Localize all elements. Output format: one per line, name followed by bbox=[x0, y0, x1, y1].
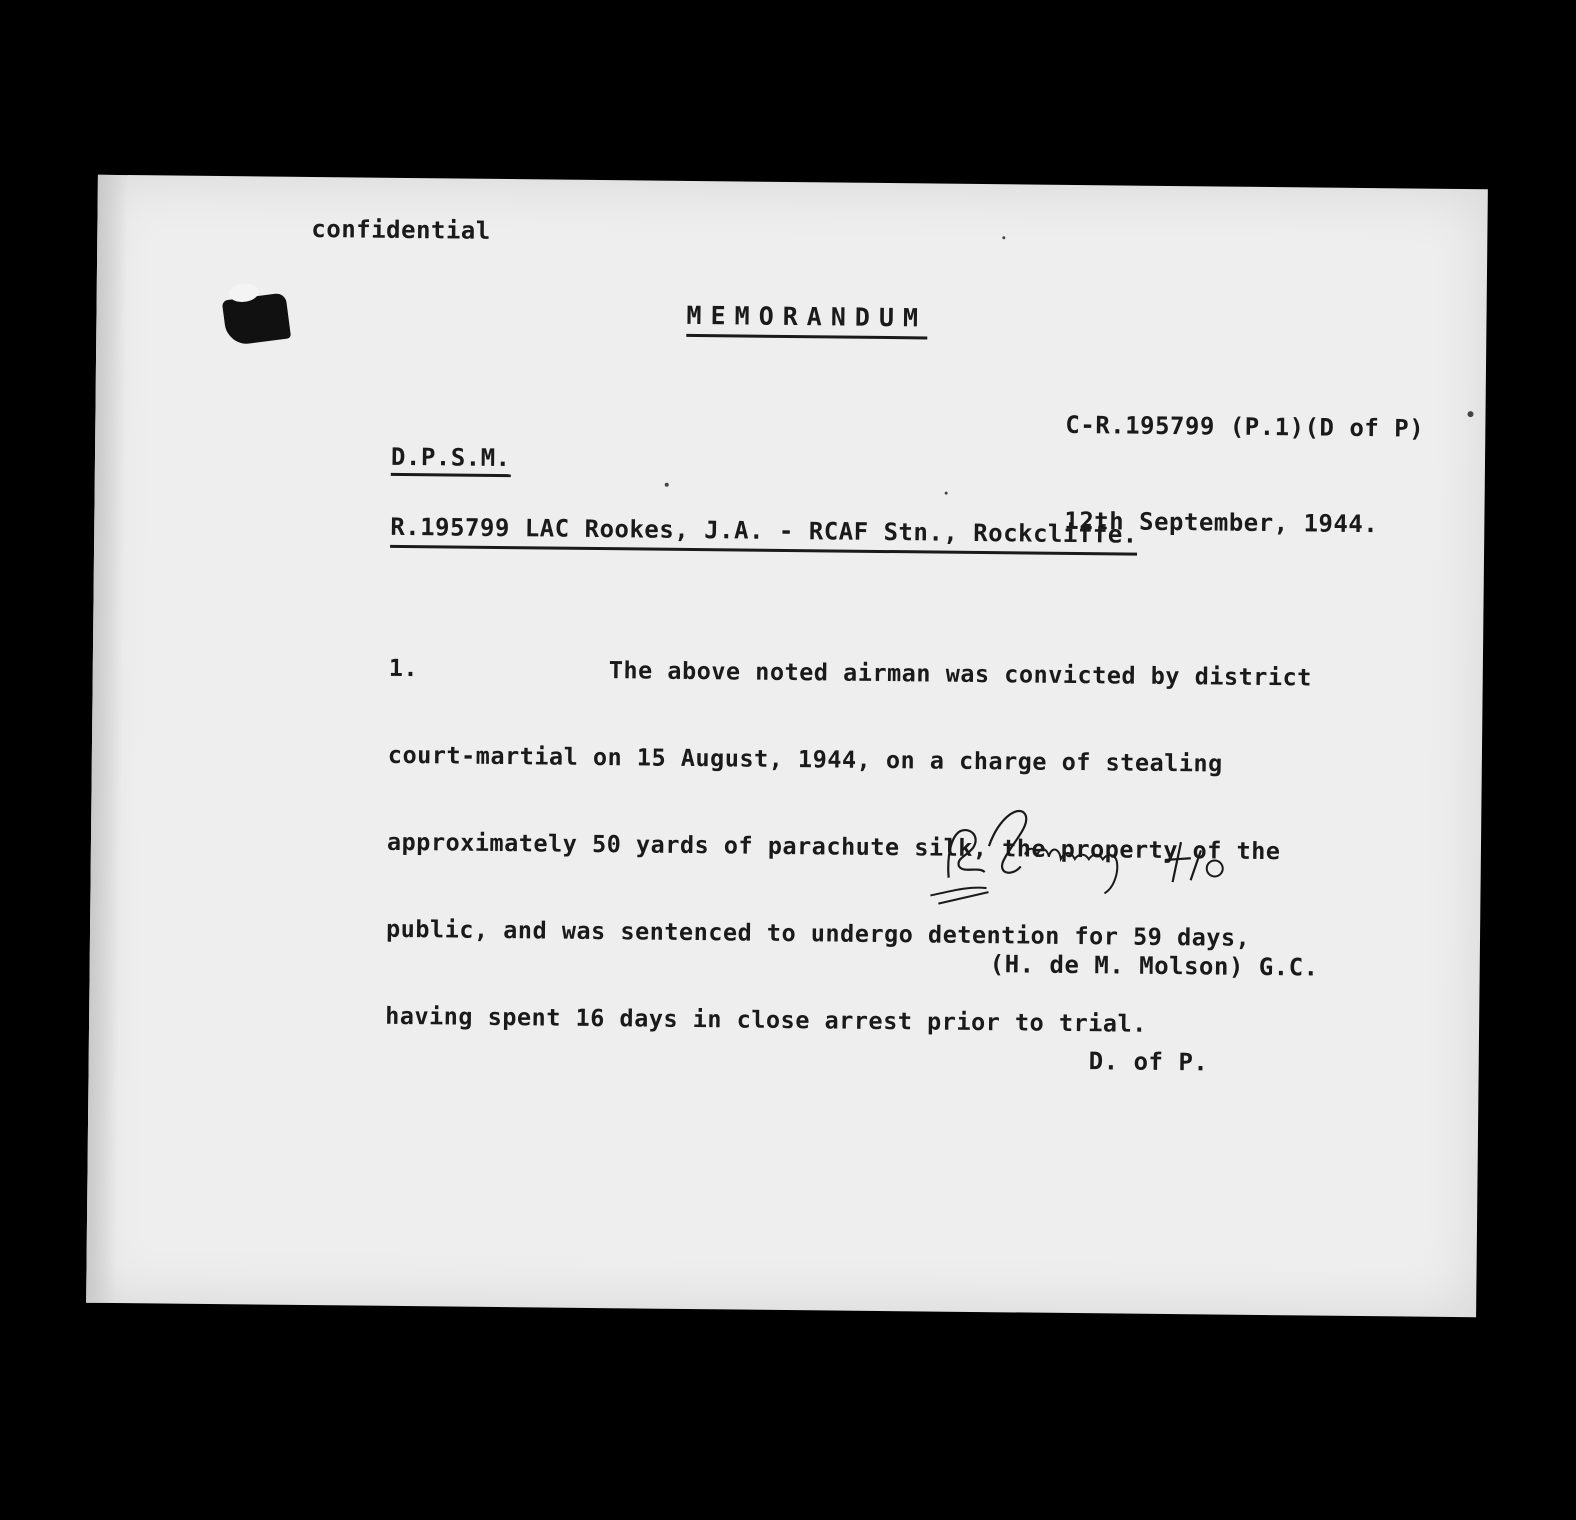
reference-block bbox=[1064, 345, 1425, 605]
memo-date: 12th September, 1944. bbox=[1064, 506, 1379, 539]
memo-sheet bbox=[86, 175, 1488, 1317]
signature-block bbox=[988, 884, 1320, 1143]
signatory-title: D. of P. bbox=[1088, 1047, 1209, 1077]
paragraph-line: approximately 50 yards of parachute silk, the property of the bbox=[386, 827, 1281, 866]
subject-line: R.195799 LAC Rookes, J.A. - RCAF Stn., Rockcliffe. bbox=[390, 513, 1138, 556]
ink-blot bbox=[222, 292, 291, 346]
speck bbox=[945, 492, 948, 495]
paragraph-line-text: The above noted airman was convicted by district bbox=[608, 656, 1313, 692]
paragraph-number: 1. bbox=[388, 653, 419, 683]
file-number: C-R.195799 (P.1)(D of P) bbox=[1065, 410, 1425, 443]
memo-title: MEMORANDUM bbox=[686, 301, 927, 340]
paragraph-line: court-martial on 15 August, 1944, on a charge of stealing bbox=[387, 740, 1223, 778]
classification-label: confidential bbox=[311, 214, 491, 245]
paragraph-line: public, and was sentenced to undergo detention for 59 days, bbox=[385, 914, 1251, 952]
speck bbox=[665, 483, 669, 487]
addressee: D.P.S.M. bbox=[391, 443, 511, 477]
paragraph-line bbox=[389, 654, 1312, 693]
speck bbox=[1467, 411, 1473, 417]
speck bbox=[1002, 236, 1005, 239]
signatory-name: (H. de M. Molson) G.C. bbox=[989, 950, 1319, 982]
paragraph-line: having spent 16 days in close arrest prior to trial. bbox=[385, 1001, 1147, 1038]
